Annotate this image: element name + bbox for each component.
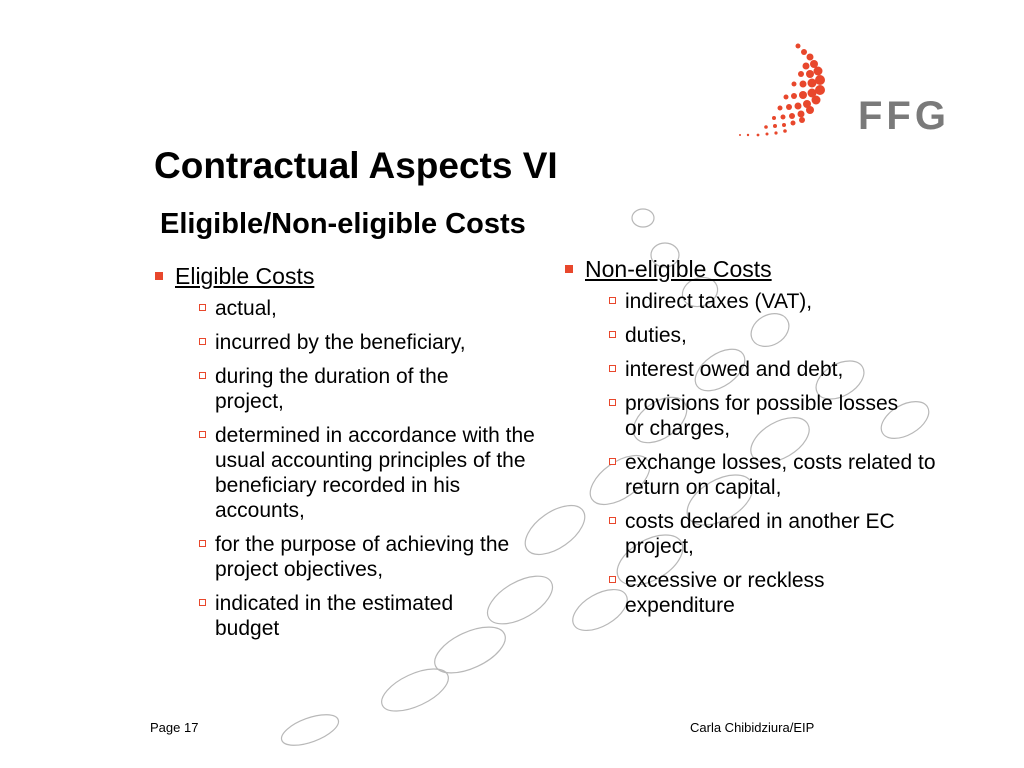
hollow-bullet-icon	[609, 297, 616, 304]
hollow-bullet-icon	[199, 372, 206, 379]
square-bullet-icon	[155, 272, 163, 280]
hollow-bullet-icon	[609, 331, 616, 338]
eligible-costs-column	[155, 262, 555, 650]
non-eligible-costs-heading	[565, 255, 985, 283]
heading-label: Non-eligible Costs	[585, 256, 772, 282]
eligible-costs-list	[155, 296, 555, 641]
list-item: for the purpose of achieving the project objectives,	[199, 532, 540, 582]
list-item: incurred by the beneficiary,	[199, 330, 555, 355]
square-bullet-icon	[565, 265, 573, 273]
list-item: indicated in the estimated budget	[199, 591, 515, 641]
list-item: actual,	[199, 296, 555, 321]
list-item: interest owed and debt,	[609, 357, 985, 382]
list-item: duties,	[609, 323, 985, 348]
page-number: Page 17	[150, 720, 199, 735]
hollow-bullet-icon	[609, 458, 616, 465]
list-item: costs declared in another EC project,	[609, 509, 925, 559]
hollow-bullet-icon	[609, 517, 616, 524]
hollow-bullet-icon	[199, 599, 206, 606]
author-credit: Carla Chibidziura/EIP	[690, 720, 815, 735]
list-item: provisions for possible losses or charges,	[609, 391, 900, 441]
list-item: indirect taxes (VAT),	[609, 289, 985, 314]
hollow-bullet-icon	[609, 576, 616, 583]
list-item: during the duration of the project,	[199, 364, 505, 414]
hollow-bullet-icon	[199, 431, 206, 438]
hollow-bullet-icon	[609, 365, 616, 372]
list-item: determined in accordance with the usual accounting principles of the beneficiary recorded in his accounts,	[199, 423, 535, 523]
logo-text: FFG	[858, 94, 950, 138]
hollow-bullet-icon	[609, 399, 616, 406]
list-item: excessive or reckless expenditure	[609, 568, 895, 618]
hollow-bullet-icon	[199, 304, 206, 311]
list-item: exchange losses, costs related to return on capital,	[609, 450, 945, 500]
eligible-costs-heading	[155, 262, 555, 290]
non-eligible-costs-list	[565, 289, 985, 618]
slide-subtitle: Eligible/Non-eligible Costs	[160, 208, 526, 240]
hollow-bullet-icon	[199, 338, 206, 345]
non-eligible-costs-column	[565, 255, 985, 627]
heading-label: Eligible Costs	[175, 263, 315, 289]
hollow-bullet-icon	[199, 540, 206, 547]
slide-title: Contractual Aspects VI	[154, 145, 558, 186]
